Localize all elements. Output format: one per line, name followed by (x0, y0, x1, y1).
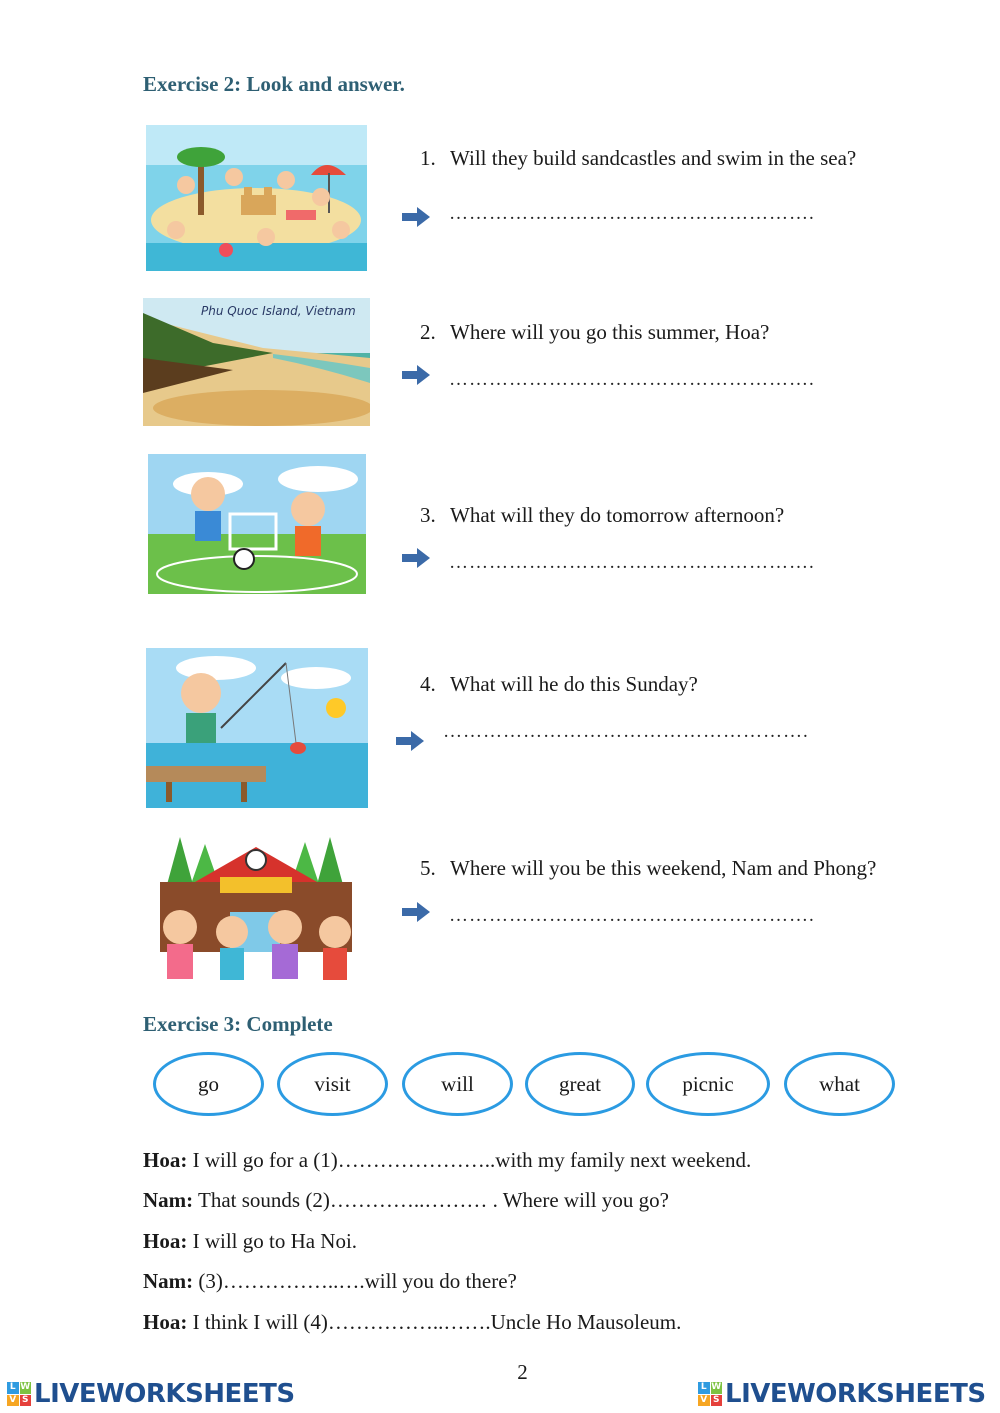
dialog-speaker: Nam: (143, 1269, 194, 1293)
fishing-picture (146, 648, 368, 808)
dialog-line-4 (143, 1269, 517, 1294)
arrow-right-icon (402, 902, 430, 922)
dialog-text[interactable]: I will go for a (1)…………………..with my family next weekend. (192, 1148, 752, 1172)
logo-mark-icon: L W V S (7, 1382, 31, 1406)
question-3 (420, 503, 784, 528)
dialog-text[interactable]: I think I will (4)……………..…….Uncle Ho Mausoleum. (192, 1310, 682, 1334)
question-text: What will they do tomorrow afternoon? (450, 503, 785, 527)
logo-text: LIVEWORKSHEETS (725, 1379, 986, 1409)
arrow-right-icon (396, 731, 424, 751)
question-4 (420, 672, 698, 697)
arrow-right-icon (402, 207, 430, 227)
question-2 (420, 320, 769, 345)
arrow-right-icon (402, 548, 430, 568)
answer-field-4[interactable]: ………………………………………………. (443, 721, 809, 742)
dialog-speaker: Hoa: (143, 1148, 188, 1172)
dialog-line-3 (143, 1229, 357, 1254)
question-number: 3. (420, 503, 436, 527)
liveworksheets-logo (7, 1378, 295, 1410)
dialog-text[interactable]: That sounds (2)…………..……… . Where will you go? (198, 1188, 669, 1212)
arrow-right-icon (402, 365, 430, 385)
page-number: 2 (517, 1360, 528, 1384)
dialog-line-2 (143, 1188, 669, 1213)
logo-mark-icon: L W V S (698, 1382, 722, 1406)
dialog-line-1 (143, 1148, 751, 1173)
word-bank-item-go[interactable]: go (153, 1052, 264, 1116)
dialog-speaker: Hoa: (143, 1229, 188, 1253)
answer-field-3[interactable]: ………………………………………………. (449, 552, 815, 573)
answer-field-5[interactable]: ………………………………………………. (449, 905, 815, 926)
logo-text: LIVEWORKSHEETS (34, 1379, 295, 1409)
dialog-text: I will go to Ha Noi. (192, 1229, 358, 1253)
question-text: What will he do this Sunday? (450, 672, 698, 696)
dialog-speaker: Nam: (143, 1188, 194, 1212)
dialog-speaker: Hoa: (143, 1310, 188, 1334)
island-picture-label: Phu Quoc Island, Vietnam (201, 304, 356, 318)
word-bank-item-will[interactable]: will (402, 1052, 513, 1116)
question-text: Where will you go this summer, Hoa? (450, 320, 770, 344)
word-bank-item-great[interactable]: great (525, 1052, 635, 1116)
school-children-picture (150, 832, 362, 987)
exercise-2-title: Exercise 2: Look and answer. (143, 72, 405, 96)
liveworksheets-logo (698, 1378, 986, 1410)
question-number: 5. (420, 856, 436, 880)
question-text: Will they build sandcastles and swim in the sea? (450, 146, 857, 170)
answer-field-1[interactable]: ………………………………………………. (449, 203, 815, 224)
question-1 (420, 146, 856, 171)
question-number: 4. (420, 672, 436, 696)
question-number: 2. (420, 320, 436, 344)
phu-quoc-beach-picture (143, 298, 370, 426)
question-5 (420, 856, 876, 881)
dialog-text[interactable]: (3)……………..….will you do there? (198, 1269, 517, 1293)
word-bank-item-visit[interactable]: visit (277, 1052, 388, 1116)
question-number: 1. (420, 146, 436, 170)
question-text: Where will you be this weekend, Nam and Phong? (450, 856, 877, 880)
football-picture (148, 454, 366, 594)
answer-field-2[interactable]: ………………………………………………. (449, 369, 815, 390)
dialog-line-5 (143, 1310, 681, 1335)
exercise-3-title: Exercise 3: Complete (143, 1012, 333, 1036)
word-bank-item-what[interactable]: what (784, 1052, 895, 1116)
word-bank-item-picnic[interactable]: picnic (646, 1052, 770, 1116)
beach-sandcastle-picture (146, 125, 367, 271)
